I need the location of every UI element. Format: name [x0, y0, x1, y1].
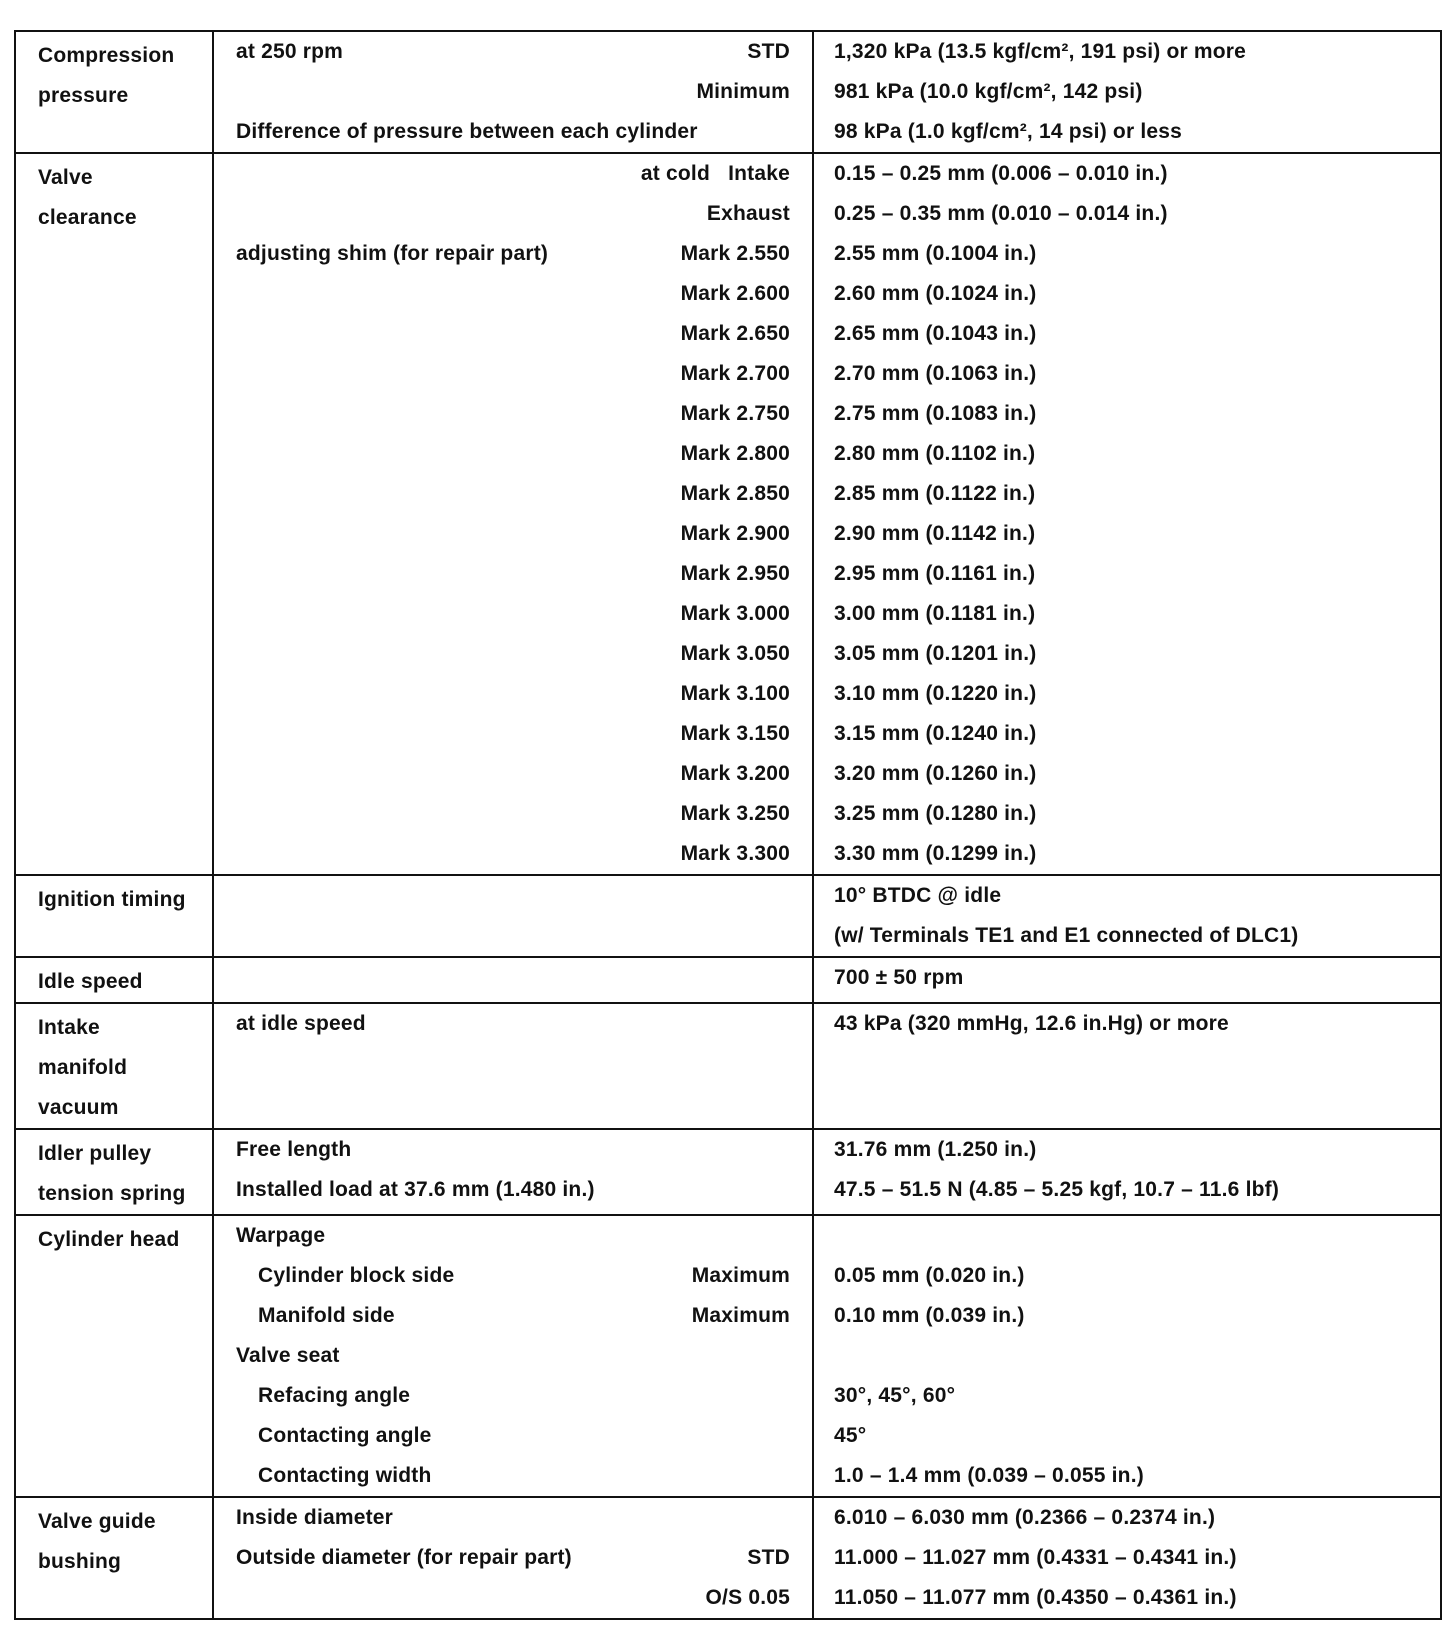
condition-cell — [213, 1129, 813, 1215]
condition-qualifier: O/S 0.05 — [705, 1586, 790, 1609]
condition-line — [214, 314, 812, 354]
condition-cell — [213, 153, 813, 875]
spec-value: 2.95 mm (0.1161 in.) — [834, 562, 1036, 585]
condition-qualifier: Mark 2.900 — [680, 522, 790, 545]
condition-qualifier: Mark 2.800 — [680, 442, 790, 465]
spec-value: 981 kPa (10.0 kgf/cm², 142 psi) — [834, 80, 1143, 103]
condition-qualifier: STD — [747, 1546, 790, 1569]
value-cell — [813, 1003, 1441, 1129]
condition-text: adjusting shim (for repair part) — [236, 242, 549, 265]
condition-text: Installed load at 37.6 mm (1.480 in.) — [236, 1178, 595, 1201]
condition-qualifier: Mark 3.050 — [680, 642, 790, 665]
item-label: Ignition timing — [38, 888, 186, 911]
spec-value: 10° BTDC @ idle — [834, 884, 1002, 907]
condition-text: at 250 rpm — [236, 40, 344, 63]
item-label: Valve — [38, 166, 93, 189]
condition-qualifier: Mark 2.950 — [680, 562, 790, 585]
spec-value: 47.5 – 51.5 N (4.85 – 5.25 kgf, 10.7 – 11.6 lbf) — [834, 1178, 1280, 1201]
spec-value: 43 kPa (320 mmHg, 12.6 in.Hg) or more — [834, 1012, 1229, 1035]
condition-line — [214, 1216, 812, 1256]
spec-value: 0.05 mm (0.020 in.) — [834, 1264, 1025, 1287]
condition-text: Contacting angle — [258, 1424, 432, 1447]
condition-line — [214, 794, 812, 834]
condition-text: Valve seat — [236, 1344, 340, 1367]
condition-line — [214, 1130, 812, 1170]
condition-line — [214, 714, 812, 754]
condition-qualifier: Mark 2.850 — [680, 482, 790, 505]
spec-value: 3.25 mm (0.1280 in.) — [834, 802, 1037, 825]
item-label: Compression — [38, 44, 175, 67]
spec-value: 2.75 mm (0.1083 in.) — [834, 402, 1037, 425]
condition-line — [214, 194, 812, 234]
item-label: bushing — [38, 1550, 122, 1573]
spec-value: 2.80 mm (0.1102 in.) — [834, 442, 1036, 465]
spec-value: 98 kPa (1.0 kgf/cm², 14 psi) or less — [834, 120, 1183, 143]
condition-qualifier: Mark 2.550 — [680, 242, 790, 265]
condition-line — [214, 1498, 812, 1538]
item-cell — [15, 1497, 213, 1619]
spec-row — [15, 875, 1441, 957]
condition-line — [214, 72, 812, 112]
spec-row — [15, 1129, 1441, 1215]
condition-line — [214, 1456, 812, 1496]
item-cell — [15, 153, 213, 875]
value-cell — [813, 153, 1441, 875]
value-cell — [813, 1215, 1441, 1497]
condition-line — [214, 394, 812, 434]
value-cell — [813, 31, 1441, 153]
spec-value: 2.70 mm (0.1063 in.) — [834, 362, 1037, 385]
spec-value: 0.25 – 0.35 mm (0.010 – 0.014 in.) — [834, 202, 1168, 225]
spec-row — [15, 957, 1441, 1003]
condition-qualifier: Mark 3.100 — [680, 682, 790, 705]
condition-qualifier: Maximum — [691, 1264, 790, 1287]
condition-text: Refacing angle — [258, 1384, 411, 1407]
spec-value: 0.10 mm (0.039 in.) — [834, 1304, 1025, 1327]
spec-value: (w/ Terminals TE1 and E1 connected of DLC1) — [834, 924, 1299, 947]
spec-table-body — [15, 31, 1441, 1619]
condition-qualifier: Mark 2.650 — [680, 322, 790, 345]
spec-value: 0.15 – 0.25 mm (0.006 – 0.010 in.) — [834, 162, 1168, 185]
item-cell — [15, 31, 213, 153]
condition-text: Outside diameter (for repair part) — [236, 1546, 572, 1569]
item-label: tension spring — [38, 1182, 186, 1205]
condition-line — [214, 834, 812, 874]
spec-value: 2.90 mm (0.1142 in.) — [834, 522, 1036, 545]
condition-line — [214, 154, 812, 194]
value-cell — [813, 875, 1441, 957]
condition-cell — [213, 957, 813, 1003]
condition-line — [214, 474, 812, 514]
condition-line — [214, 434, 812, 474]
condition-line — [214, 274, 812, 314]
item-label: Intake — [38, 1016, 100, 1039]
condition-line — [214, 594, 812, 634]
condition-cell — [213, 1215, 813, 1497]
condition-cell — [213, 875, 813, 957]
spec-value: 3.15 mm (0.1240 in.) — [834, 722, 1037, 745]
condition-line — [214, 1336, 812, 1376]
condition-line — [214, 1004, 812, 1044]
condition-line — [214, 1538, 812, 1578]
spec-value: 2.65 mm (0.1043 in.) — [834, 322, 1037, 345]
condition-qualifier: Intake — [728, 162, 790, 185]
spec-value: 11.000 – 11.027 mm (0.4331 – 0.4341 in.) — [834, 1546, 1237, 1569]
condition-line — [214, 1578, 812, 1618]
condition-text: Contacting width — [258, 1464, 432, 1487]
condition-qualifier: STD — [747, 40, 790, 63]
condition-cell — [213, 1003, 813, 1129]
condition-cell — [213, 31, 813, 153]
spec-value: 1,320 kPa (13.5 kgf/cm², 191 psi) or more — [834, 40, 1247, 63]
condition-line — [214, 354, 812, 394]
spec-value: 700 ± 50 rpm — [834, 966, 964, 989]
item-cell — [15, 875, 213, 957]
condition-qualifier: Maximum — [691, 1304, 790, 1327]
condition-qualifier: Mark 3.150 — [680, 722, 790, 745]
spec-value: 2.85 mm (0.1122 in.) — [834, 482, 1036, 505]
condition-qualifier: Mark 3.300 — [680, 842, 790, 865]
spec-value: 2.60 mm (0.1024 in.) — [834, 282, 1037, 305]
condition-qualifier: Mark 2.600 — [680, 282, 790, 305]
spec-value: 31.76 mm (1.250 in.) — [834, 1138, 1037, 1161]
condition-line — [214, 32, 812, 72]
item-cell — [15, 1215, 213, 1497]
condition-qualifier: Mark 2.700 — [680, 362, 790, 385]
condition-line — [214, 754, 812, 794]
spec-value: 3.00 mm (0.1181 in.) — [834, 602, 1036, 625]
item-label: Cylinder head — [38, 1228, 180, 1251]
spec-value: 11.050 – 11.077 mm (0.4350 – 0.4361 in.) — [834, 1586, 1237, 1609]
spec-row — [15, 153, 1441, 875]
spec-value: 30°, 45°, 60° — [834, 1384, 956, 1407]
spec-value: 1.0 – 1.4 mm (0.039 – 0.055 in.) — [834, 1464, 1144, 1487]
condition-qualifier: Minimum — [696, 80, 790, 103]
condition-text: Manifold side — [258, 1304, 395, 1327]
condition-line — [214, 1256, 812, 1296]
condition-line — [214, 1170, 812, 1210]
condition-qualifier: Mark 2.750 — [680, 402, 790, 425]
condition-line — [214, 1416, 812, 1456]
value-cell — [813, 1129, 1441, 1215]
spec-value — [814, 1216, 1440, 1256]
condition-line — [214, 112, 812, 152]
spec-value: 3.30 mm (0.1299 in.) — [834, 842, 1037, 865]
condition-line — [214, 554, 812, 594]
condition-text: Difference of pressure between each cylinder — [236, 120, 698, 143]
condition-line — [214, 634, 812, 674]
spec-value: 45° — [834, 1424, 867, 1447]
item-label: Valve guide — [38, 1510, 156, 1533]
value-cell — [813, 957, 1441, 1003]
spec-row — [15, 1003, 1441, 1129]
spec-row — [15, 31, 1441, 153]
spec-table — [14, 30, 1442, 1620]
condition-line — [214, 514, 812, 554]
item-cell — [15, 1003, 213, 1129]
condition-qualifier: Mark 3.250 — [680, 802, 790, 825]
spec-value — [814, 1336, 1440, 1376]
item-label: pressure — [38, 84, 129, 107]
condition-text: Inside diameter — [236, 1506, 394, 1529]
item-label: Idle speed — [38, 970, 143, 993]
item-label: vacuum — [38, 1096, 119, 1119]
spec-value: 3.10 mm (0.1220 in.) — [834, 682, 1037, 705]
spec-row — [15, 1497, 1441, 1619]
condition-cell — [213, 1497, 813, 1619]
value-cell — [813, 1497, 1441, 1619]
condition-text: Free length — [236, 1138, 352, 1161]
item-label: Idler pulley — [38, 1142, 152, 1165]
item-cell — [15, 957, 213, 1003]
condition-line — [214, 1296, 812, 1336]
condition-line — [214, 674, 812, 714]
condition-line — [214, 234, 812, 274]
spec-value: 2.55 mm (0.1004 in.) — [834, 242, 1037, 265]
condition-qualifier: Mark 3.000 — [680, 602, 790, 625]
condition-text: Warpage — [236, 1224, 326, 1247]
spec-value: 3.20 mm (0.1260 in.) — [834, 762, 1037, 785]
condition-text: Cylinder block side — [258, 1264, 455, 1287]
condition-mid: at cold — [640, 162, 710, 185]
condition-qualifier: Mark 3.200 — [680, 762, 790, 785]
condition-qualifier: Exhaust — [706, 202, 790, 225]
spec-value: 3.05 mm (0.1201 in.) — [834, 642, 1037, 665]
condition-text: at idle speed — [236, 1012, 366, 1035]
item-label: clearance — [38, 206, 137, 229]
item-label: manifold — [38, 1056, 128, 1079]
item-cell — [15, 1129, 213, 1215]
condition-line — [214, 1376, 812, 1416]
spec-row — [15, 1215, 1441, 1497]
spec-value: 6.010 – 6.030 mm (0.2366 – 0.2374 in.) — [834, 1506, 1216, 1529]
